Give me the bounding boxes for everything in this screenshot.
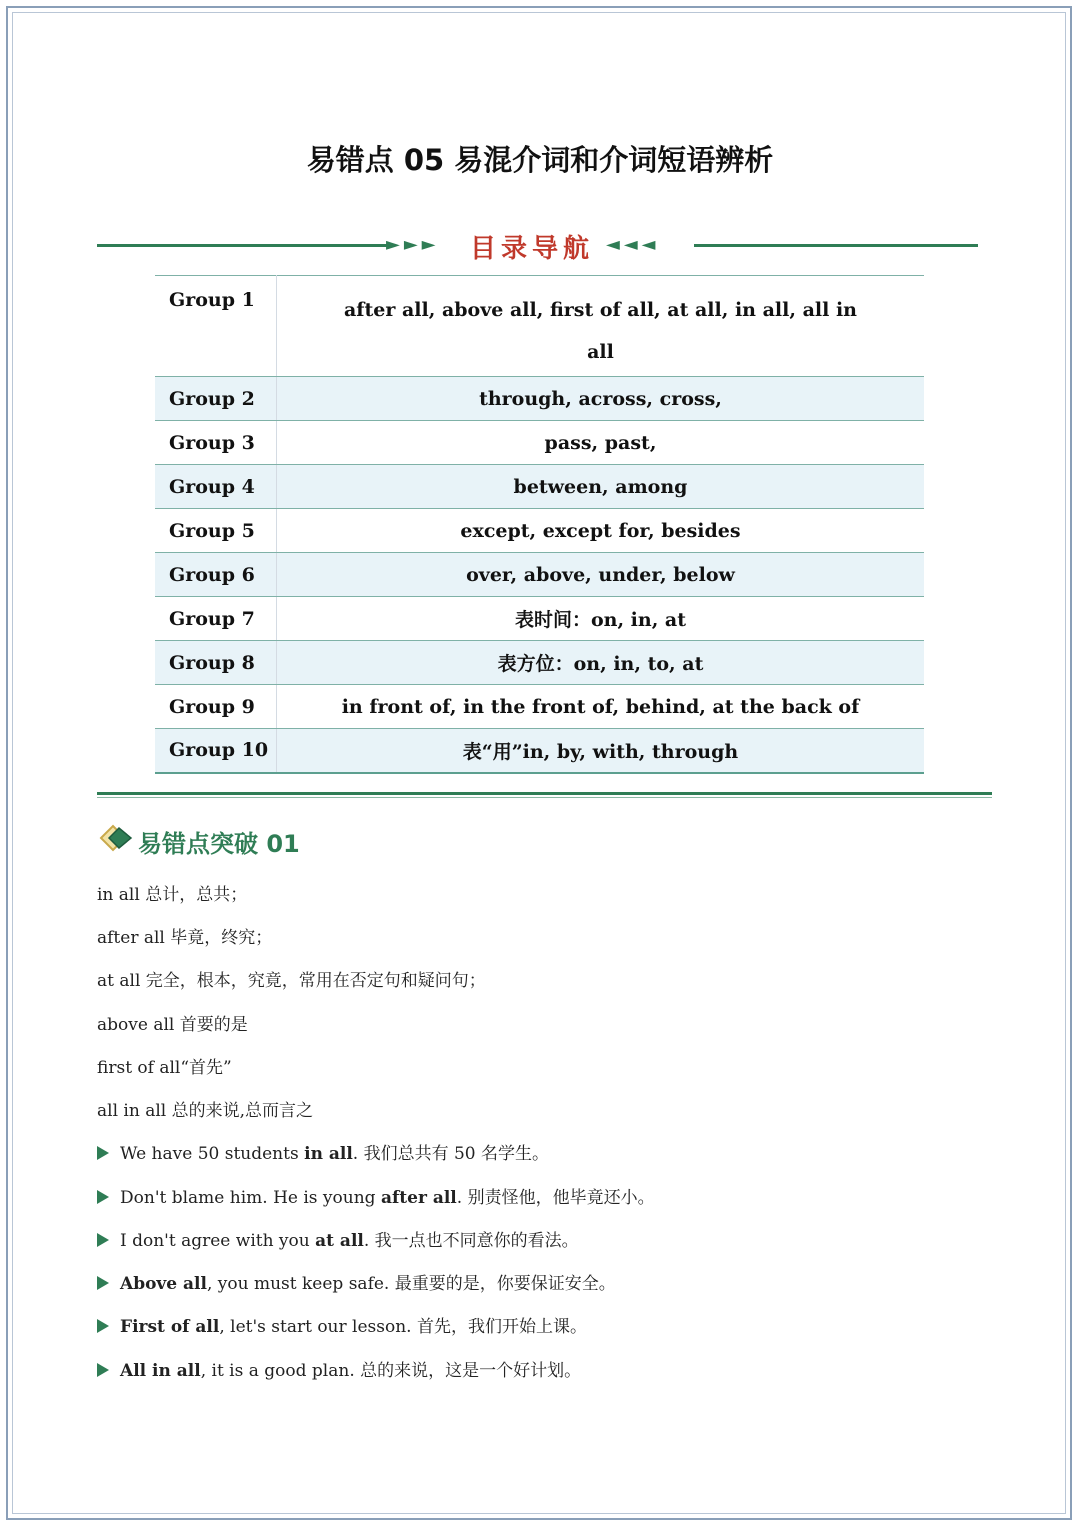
bullet-triangle-icon — [97, 1363, 109, 1377]
nav-arrows-right-icon: ►►► — [386, 234, 440, 255]
toc-content: 表方位：on, in, to, at — [277, 641, 925, 685]
example-text: Don't blame him. He is young — [120, 1188, 381, 1208]
toc-row — [155, 465, 924, 509]
toc-group-label: Group 10 — [155, 729, 277, 773]
toc-group-label: Group 7 — [155, 597, 277, 641]
example-text: , you must keep safe. 最重要的是，你要保证安全。 — [206, 1274, 616, 1294]
definition-line: in all 总计，总共； — [97, 885, 248, 905]
example-phrase: at all — [315, 1231, 364, 1251]
toc-row — [155, 685, 924, 729]
definition-line: after all 毕竟，终究； — [97, 928, 273, 948]
toc-row — [155, 553, 924, 597]
bullet-triangle-icon — [97, 1146, 109, 1160]
toc-row — [155, 276, 924, 377]
definition-line: above all 首要的是 — [97, 1015, 248, 1035]
toc-content-line: all — [587, 341, 614, 363]
toc-row — [155, 509, 924, 553]
example-text: We have 50 students — [120, 1144, 305, 1164]
diamond-icon — [97, 822, 137, 854]
bullet-triangle-icon — [97, 1276, 109, 1290]
definition-line: all in all 总的来说,总而言之 — [97, 1101, 314, 1121]
toc-content — [277, 276, 925, 377]
toc-group-label: Group 9 — [155, 685, 277, 729]
example-item — [97, 1226, 579, 1251]
section-divider-thin — [97, 797, 992, 798]
example-item — [97, 1312, 587, 1337]
bullet-triangle-icon — [97, 1233, 109, 1247]
example-phrase: in all — [304, 1144, 353, 1164]
toc-content: except, except for, besides — [277, 509, 925, 553]
example-phrase: Above all — [120, 1274, 207, 1294]
toc-group-label: Group 4 — [155, 465, 277, 509]
example-item — [97, 1183, 655, 1208]
toc-row — [155, 421, 924, 465]
example-text: , it is a good plan. 总的来说，这是一个好计划。 — [200, 1361, 582, 1381]
toc-group-label: Group 8 — [155, 641, 277, 685]
example-phrase: after all — [380, 1188, 457, 1208]
section-title: 易错点突破 01 — [138, 830, 300, 858]
toc-group-label: Group 2 — [155, 377, 277, 421]
example-text: , let's start our lesson. 首先，我们开始上课。 — [219, 1317, 587, 1337]
toc-content: pass, past, — [277, 421, 925, 465]
nav-arrows-left-icon: ◄◄◄ — [606, 234, 660, 255]
example-text: . 别责怪他，他毕竟还小。 — [456, 1188, 655, 1208]
section-divider — [97, 792, 992, 795]
toc-group-label: Group 5 — [155, 509, 277, 553]
definition-line: at all 完全，根本，究竟，常用在否定句和疑问句； — [97, 971, 486, 991]
example-text: . 我一点也不同意你的看法。 — [363, 1231, 579, 1251]
toc-content: over, above, under, below — [277, 553, 925, 597]
toc-row — [155, 377, 924, 421]
bullet-triangle-icon — [97, 1319, 109, 1333]
toc-content: in front of, in the front of, behind, at the back of — [277, 685, 925, 729]
example-phrase: All in all — [120, 1361, 201, 1381]
toc-content: between, among — [277, 465, 925, 509]
toc-group-label: Group 1 — [155, 276, 277, 377]
example-text: I don't agree with you — [120, 1231, 316, 1251]
example-phrase: First of all — [120, 1317, 220, 1337]
toc-group-label: Group 3 — [155, 421, 277, 465]
toc-content: 表时间：on, in, at — [277, 597, 925, 641]
example-item — [97, 1356, 581, 1381]
toc-content: 表“用”in, by, with, through — [277, 729, 925, 773]
toc-content-line: after all, above all, first of all, at all, in all, all in — [344, 299, 857, 321]
page-title: 易错点 05 易混介词和介词短语辨析 — [306, 143, 774, 177]
toc-group-label: Group 6 — [155, 553, 277, 597]
bullet-triangle-icon — [97, 1190, 109, 1204]
nav-title: 目录导航 — [470, 234, 595, 264]
toc-row — [155, 641, 924, 685]
example-text: . 我们总共有 50 名学生。 — [352, 1144, 550, 1164]
toc-content: through, across, cross, — [277, 377, 925, 421]
example-item — [97, 1139, 549, 1164]
toc-table — [155, 275, 924, 774]
definition-line: first of all“首先” — [97, 1058, 232, 1078]
toc-row — [155, 597, 924, 641]
example-item — [97, 1269, 616, 1294]
toc-row — [155, 729, 924, 773]
nav-line-right — [694, 244, 978, 247]
nav-line-left — [97, 244, 387, 247]
